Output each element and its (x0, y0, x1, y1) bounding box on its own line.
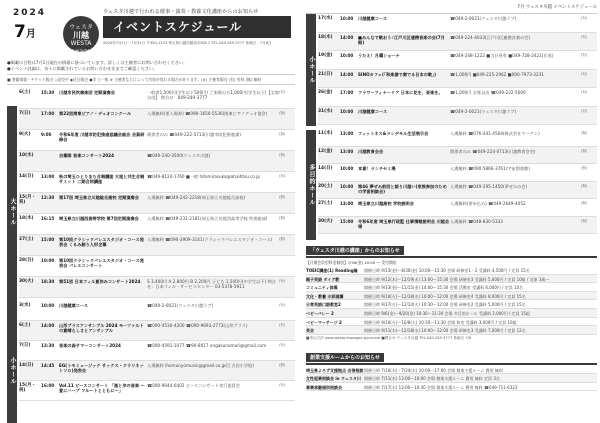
event-name: 川越健康コース (358, 108, 388, 114)
event-name: SINOカフェ(「和楽器で奏でる日本の歌」) (358, 71, 437, 77)
event-name: 山形ブラスアンサンブル 2024 モーツァルトの素晴らしさとアンサンブル (59, 323, 144, 334)
event-time: 9:00 (41, 132, 52, 137)
event-name: Vol.11 ピースコンサート 「風と歩の音楽 ～夏にハープ フルートとともに～」 (59, 383, 145, 394)
event-name: 自衛隊 音楽コンサート2024 (59, 153, 114, 158)
month: 7月 (14, 22, 36, 42)
schedule-row (19, 235, 295, 256)
event-date: 14(日) (318, 166, 333, 171)
event-contact: ☎1,000円 ■049-225-2962 ■090-7973-3231 (450, 71, 544, 77)
event-name: EG(トモミュージック サックス・クラリネットソロ)発表会 (59, 363, 144, 374)
event-date: 20(土) (318, 183, 333, 189)
event-contact: 入場無料 ☎076-441-4564(株式会社マークン) (450, 131, 540, 136)
event-fee: (有) (279, 303, 286, 307)
event-contact: 開催日時 9/6(金)〜9/20(金) 10:30〜11:30 会場 多目的ホール 受講料 2,000円 / 定員 15組 (364, 310, 530, 316)
event-name: 日常英語口語教室2 (306, 302, 341, 308)
event-fee: (有) (279, 279, 286, 283)
header (7, 4, 295, 58)
event-name: ベビーバレー 2 (306, 310, 334, 316)
event-name: コミュニティ体操 (306, 285, 338, 291)
event-name: ベビーマッサージ 2 (306, 319, 342, 325)
schedule-row (19, 321, 295, 341)
event-fee: (有) (279, 383, 286, 387)
schedule-row (318, 14, 597, 33)
schedule-row (19, 109, 295, 130)
event-time: 13:00 (340, 131, 354, 136)
schedule-row (318, 199, 597, 217)
year: 2024 (13, 8, 47, 18)
schedule-row (19, 88, 295, 109)
event-name: TOEIC講座(1) Reading編 (306, 268, 358, 273)
event-contact: 入場無料 ☎090-5866-3761(宇宙図書館) (450, 166, 530, 171)
event-fee: (無) (279, 237, 286, 241)
event-name: 文化・教養 水彩画講 (306, 293, 344, 299)
event-fee (279, 256, 295, 258)
support-room-table (306, 366, 597, 391)
event-time: 16:15 (41, 216, 55, 221)
event-contact: ☎049-240-3500(ウェスタ川越) (147, 153, 211, 158)
schedule-row (19, 193, 295, 214)
event-fee: (無) (279, 216, 286, 220)
event-fee: (有) (581, 34, 588, 39)
tamokuteki-list (318, 129, 597, 234)
event-date: 9(火) (19, 132, 31, 137)
support-room-box (306, 344, 597, 391)
schedule-row (306, 318, 597, 327)
westa-course-box (306, 237, 597, 342)
header-subline: 2024年7月1日〜7月31日 〒350-1123 埼玉県川越市脇田本町8-1 TEL.049-249-3777 休館日：7月8日 (103, 41, 272, 45)
schedule-row (318, 164, 597, 182)
event-contact: 入場無料(要申込み) ☎049-2649-4052 (450, 201, 526, 206)
event-contact: 関係者のみ ☎049-224-0713(川越教育会会) (450, 148, 536, 154)
schedule-row (19, 172, 295, 193)
event-time: 10:00 (340, 166, 354, 171)
right-page (302, 0, 600, 423)
event-contact: 入場無料 ☎049-231-2181(埼玉県立川越西高等学校 吹奏楽部) (147, 216, 268, 221)
shohall-list-right (318, 14, 597, 125)
tagline: ウェスタ川越で行われる催事・演奏・教養文化講座からのお知らせ (103, 9, 259, 15)
event-time: 14:45 (41, 363, 55, 368)
event-fee: (有) (279, 174, 286, 178)
event-contact: 開催日時 9/12(木)〜12/19(木) 13:00〜15:30 会場 研修室3 受講料 5,000円 / 定員 10組 / 対象 3歳〜 (364, 276, 550, 282)
event-time: 10:00 (340, 183, 354, 189)
event-name: 事業承継個別相談会 (306, 384, 342, 390)
event-date: 30(火) (318, 218, 333, 224)
event-time: 13:00 (340, 201, 354, 206)
support-room-title: 創業支援ルームからのお知らせ (306, 353, 384, 362)
event-time: 15:00 (340, 218, 354, 224)
schedule-row (306, 300, 597, 309)
event-name: 埼玉県立川越高校 学校説明会 (358, 201, 414, 206)
event-name: 川越健康コース (358, 16, 388, 21)
event-fee: (有) (279, 323, 286, 327)
event-date: 10(水) (19, 153, 34, 158)
event-date: 3(水) (19, 303, 31, 308)
event-name: 本番！ランチセミ場 (358, 166, 396, 171)
event-contact: 開催日時 9/11(水)〜12/18(水) 10:00〜12:00 会場 研修室3 受講料 7,000円 / 定員 12名 (364, 328, 526, 334)
event-date: 21(日) (318, 71, 333, 77)
schedule-row (318, 70, 597, 89)
event-fee: (無) (279, 195, 286, 199)
westa-logo: ウェスタ 川越 WESTA kawagoe (63, 16, 99, 52)
event-contact: 開催日時 7/11(木) 13:00〜16:00 会場 創業支援ルーム 費用 無料 定員 3名 (364, 376, 500, 382)
event-contact: 開催日時 7/17(水) 13:00〜16:30 会場 創業支援ルーム 費用 無料 ☎049-711-6323 (364, 384, 518, 390)
event-name: 川越健康コース (59, 303, 89, 308)
event-date: 6(土) (19, 90, 31, 95)
event-name: うたえ！月曜ショーナ (358, 53, 400, 58)
event-fee: (無) (279, 132, 286, 136)
event-name: フラワーフィナーリア 日本に花を、音楽を。 (358, 90, 443, 95)
event-contact: 開催日時 9/13(金)〜11/15(金) 14:00〜15:30 会場 活動室 受講料 6,000円 / 定員 10名 (364, 285, 524, 291)
schedule-row (306, 374, 597, 382)
event-fee: (有) (279, 90, 286, 94)
event-date: 14(日) (19, 174, 34, 179)
event-time: 16:00 (41, 383, 55, 388)
event-date: 27(土) (19, 237, 34, 242)
event-contact: 開催日時 7/10(水)・7/24(水) 10:00〜17:00 会場 創業支援ルーム 費用 無料 (364, 367, 503, 373)
event-name: 令和6年度 川越市防犯推進協議会総会 会員研修会 (59, 132, 145, 143)
event-time: 15:30 (41, 90, 55, 95)
event-date: 14(日) (19, 363, 34, 368)
schedule-row (306, 309, 597, 318)
schedule-row (19, 277, 295, 298)
event-time: 12:30 (41, 195, 55, 200)
event-date: 17(水) (318, 16, 333, 21)
schedule-row (19, 130, 295, 151)
event-time: 10:00 (41, 303, 55, 308)
schedule-row (19, 361, 295, 381)
schedule-row (318, 182, 597, 200)
westa-course-header: 【月額会員型料金個別】7/26(金) 10:00 〜 受付開始 (306, 260, 397, 265)
event-contact: ☎090-4530-4200 ☎090-9693-2773(山形ブラス) (147, 323, 248, 328)
event-date: 6(土) (19, 323, 31, 328)
event-contact: 入場無料 ☎049-242-2218(埼玉県立川越総合高校) (147, 195, 246, 200)
event-name: 川越教育会会 (358, 148, 384, 154)
event-contact: ☎049-2-0021(ウェスタ川越ラブ) (147, 303, 214, 308)
event-contact: 入場無料 ☎048-830-5333 (450, 218, 503, 224)
event-time: 13:00 (41, 174, 55, 179)
schedule-row (19, 256, 295, 277)
event-time: 14:00 (41, 323, 55, 328)
schedule-row (306, 383, 597, 391)
event-contact: 入場無料 Ihomunyomusic@gmail.co.jp(江古田小学校) (147, 363, 254, 368)
event-fee: (無) (279, 111, 286, 115)
legend: ■ 書籍情報・チケット販売 ◇発売中 ◆近日販売 ●学 ○一般 ※ 主催者などによって内容が変わる場合があります。(◎) 主催者販売 (有) 有料 (無) 無料 (7, 74, 295, 85)
event-date: 26(金) (318, 90, 333, 95)
event-contact: 開催日時 9/10(火)〜12/18(水) 10:00〜12:00 会場 研修室4 受講料 8,000円 / 定員 15名 (364, 293, 526, 299)
event-date: 15(月・祝) (19, 383, 36, 394)
event-name: 第22回関東ピアノ・デュオコンクール (59, 111, 132, 116)
shohall-list (19, 301, 295, 401)
event-name: 親子英語 ダイグ教 (306, 276, 340, 282)
event-time: 13:00 (340, 148, 354, 154)
schedule-row (318, 88, 597, 107)
event-date: 28(日) (19, 258, 34, 263)
event-contact: ☎049-2-0021(ウェスタ川越ラブ) (450, 108, 517, 114)
section-label-daihall: 大ホール (7, 106, 17, 318)
schedule-row (318, 147, 597, 165)
event-contact (147, 256, 279, 258)
event-fee: (有) (279, 343, 286, 347)
event-contact: 関係者のみ ☎049-222-5713(川越市防犯推進課) (147, 132, 241, 137)
notes: ●掲載の日程は7月1日現在の情報に基づいています。詳しくは主催者にお問い合わせください。 ●イベント詳細は、各々に掲載されているお問い合わせ先までご確認ください。 (7, 60, 188, 71)
event-date: 12(金) (318, 148, 333, 154)
event-contact: 開催日時 9/13(金)〜8/30(金) 10:00〜15:30 会場 研修室1・2 受講料 4,500円 / 定員 15名 (364, 268, 530, 273)
event-date: 19(金) (318, 53, 333, 58)
schedule-row (19, 214, 295, 235)
event-date: 31(水) (318, 108, 333, 114)
event-contact: 開催日時 9/10(火)〜10/8(火) 10:30〜11:30 会場 和室 受講料 3,000円 / 定員 10組 (364, 319, 517, 325)
event-fee: (無) (581, 201, 588, 205)
page-title: イベントスケジュール (103, 16, 291, 38)
event-time (41, 151, 59, 153)
schedule-row (306, 292, 597, 301)
event-contact: ☎049-248-1222 ■当日券有 ■049-728-2421(氏家) (450, 53, 554, 58)
event-name: 第46 夢ぜみ前回と語り川越い(家族参加のための学習相談会) (358, 183, 447, 194)
event-time: 17:00 (41, 111, 55, 116)
event-name: ■みんなで歌おう♪江戸川区連携音楽の会(7月期) (358, 34, 445, 45)
event-contact: 入場無料(要入場券) ☎090-1650-5536(関東ピアノデュオ協会) (147, 111, 268, 116)
event-contact: ☎090-4591-1077 ☎90-8017 ongakunomori@gmail.com (147, 343, 267, 348)
section-label-shohall: 小ホール (7, 318, 17, 423)
event-name: 第10回クラシックバレエスタジオ・コース発表会 バレエコンサート (59, 258, 144, 269)
event-time: 10:00 (340, 108, 354, 114)
schedule-row (306, 366, 597, 374)
daihall-list (19, 88, 295, 298)
schedule-row (19, 151, 295, 172)
event-date: 30(火) (19, 279, 34, 284)
event-time: 14:00 (340, 71, 354, 77)
schedule-row (306, 266, 597, 275)
schedule-row (306, 326, 597, 335)
event-fee: (無) (581, 183, 588, 188)
event-date: 7(日) (19, 111, 31, 116)
event-name: 第17回 埼玉県立川越総合高校 定期演奏会 (59, 195, 139, 200)
schedule-row (318, 33, 597, 52)
schedule-row (19, 381, 295, 401)
event-fee: (有) (581, 71, 588, 76)
event-time: 17:00 (340, 90, 354, 95)
event-name: 令和6年度 埼玉県行政監 仕事情報説明会 川越会場 (358, 218, 450, 229)
event-date: 15(月・祝) (19, 195, 36, 206)
right-header: 7月 ウェスタ川越 イベントスケジュール (306, 0, 597, 14)
westa-course-table (306, 266, 597, 335)
event-fee: (無) (581, 218, 588, 223)
event-name: 音楽の森サマーコンサート2024 (59, 343, 121, 348)
event-date: 7(日) (19, 343, 31, 348)
event-name: 川越市民吹奏楽団 定期演奏会 (59, 90, 115, 95)
event-date: 27(土) (318, 201, 333, 206)
event-fee: (無) (581, 131, 588, 135)
event-name: 埼玉県立川越西高等学校 第7回定期演奏会 (59, 216, 139, 221)
schedule-row (318, 217, 597, 235)
event-date: 18(木) (19, 216, 34, 221)
event-fee: (有) (581, 90, 588, 94)
event-fee: (有) (581, 108, 588, 113)
event-time: 10:00 (340, 53, 354, 58)
event-contact: 開催日時 9/17(火)〜12/10(火) 10:30〜12:00 会場 研修室2 受講料 5,000円 / 定員 15名 (364, 302, 526, 308)
event-name: 埼玉県よろず支援拠点 出張相談 (306, 367, 364, 373)
schedule-row (306, 283, 597, 292)
event-contact: 入場無料 ☎049-295-1450(夢ぜみの会) (450, 183, 528, 189)
event-name: フィットネス&ランデモル生活展示会 (358, 131, 429, 136)
event-date: 18(木) (318, 34, 333, 40)
event-time: 10:00 (41, 258, 55, 263)
schedule-row (306, 275, 597, 284)
event-time: 18:30 (41, 279, 55, 284)
event-contact: ☎1,000円 全席自由 ☎049-222-5000 (450, 90, 526, 95)
westa-course-footer: ■申込方法 www.westa-kawagoe.jp/course ■問合せ ウェスタ川越 TEL.049-249-3777 休館日 7/8 (306, 335, 472, 340)
event-fee: (有) (581, 53, 588, 57)
event-date: 11(木) (318, 131, 333, 136)
event-fee: (有) (581, 16, 588, 20)
event-name: 英会 (306, 328, 314, 334)
event-contact: S 3,400円 A 2,800円 B 2,200円 子ども 1,500円(中学生以下) 問合せ：日本フィル・サービスセンター 03-5378-5911 (147, 279, 276, 290)
event-contact: 一般席1,500円(学生以下500円) ご来場の方1,000円(学生以下)【全席自由】 問合せ：049-249-3777 (147, 90, 279, 101)
event-time: 15:00 (41, 237, 55, 242)
event-name: 秋の埼玉ひとりまち合唱講座 大地と共生合唱サミット 二期合同講座 (59, 174, 145, 185)
event-name: 女性起業相談会 in ウェスタ川 (306, 376, 361, 382)
section-label-shohall-right: 小ホール (306, 14, 316, 126)
schedule-row (19, 301, 295, 321)
event-contact: ☎049-224-4033(江戸川区連携音楽の会) (450, 34, 531, 40)
section-label-tamokuteki: 多目的ホール (306, 130, 316, 240)
schedule-row (318, 129, 597, 147)
event-time: 10:00 (340, 16, 354, 21)
schedule-row (318, 51, 597, 70)
event-name: 第51回 日本フィル夏休みコンサート2024 (59, 279, 141, 284)
event-fee: (無) (279, 153, 286, 157)
event-time: 14:00 (340, 34, 354, 40)
event-contact: ☎049-8124-1760 ■一般 hitomi/asuka@ahaihtsu.co.jp (147, 174, 261, 179)
schedule-row (19, 341, 295, 361)
event-fee: (無) (279, 363, 286, 367)
event-contact: 入場無料 ☎090-3909-3141(クラシックバレエスタジオ・コース) (147, 237, 273, 242)
event-fee: (無) (581, 166, 588, 170)
event-time: 13:30 (41, 343, 55, 348)
event-contact: ☎049-2-0021(ウェスタ川越ラブ) (450, 16, 517, 21)
schedule-row (318, 107, 597, 126)
event-contact: ☎090-9044-6402 ピースコンサート実行委員会 (147, 383, 240, 388)
westa-course-title: 「ウェスタ川越の講座」からのお知らせ (306, 246, 404, 255)
event-fee: (無) (581, 148, 588, 153)
event-name: 第10回クラシックバレエスタジオ・コース発表会 くるみ割り人形全幕 (59, 237, 144, 248)
